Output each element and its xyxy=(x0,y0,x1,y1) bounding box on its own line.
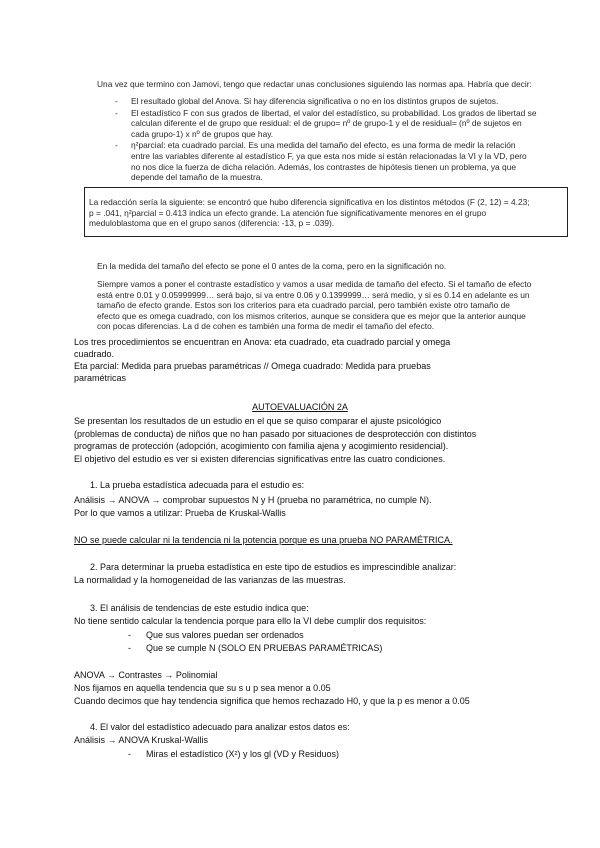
bullet-item: - El estadístico F con sus grados de libertad, el valor del estadístico, su probabilidad. Los grados de libertad se calculan diferente el de grupo que residual: el de grupo= nº de grupo-1 y el de residual= (nº de sujetos en cada grupo-1) x nº de grupos que hay. xyxy=(115,107,537,139)
question-1-title: 1. La prueba estadística adecuada para el estudio es: xyxy=(90,480,305,490)
bullet-item: - Que sus valores puedan ser ordenados xyxy=(128,630,304,640)
bullet-item: - El resultado global del Anova. Si hay diferencia significativa o no en los distintos grupos de sujetos. xyxy=(115,96,499,106)
bullet-item: - η²parcial: eta cuadrado parcial. Es una medida del tamaño del efecto, es una forma de medir la relación entre las variables diferente al estadístico F, ya que esta nos mide si están relacionadas la VI y la VD, pero no nos dice la fuerza de dicha relación. Además, los contrastes de hipótesis tienen un problema, ya que depende del tamaño de la muestra. xyxy=(115,140,527,183)
intro-bullet-list xyxy=(115,96,537,183)
section-heading: AUTOEVALUACIÓN 2A xyxy=(252,402,348,412)
question-3-extra: ANOVA → Contrastes → Polinomial Nos fijamos en aquella tendencia que su s u p sea menor a 0.05 Cuando decimos que hay tendencia significa que hemos rechazado H0, y que la p es menor a 0.05 xyxy=(74,670,470,706)
bullet-dash: - xyxy=(115,107,118,118)
bullet-dash: - xyxy=(128,630,131,640)
question-3-title: 3. El análisis de tendencias de este estudio indica que: xyxy=(90,603,309,613)
procedures-paragraph: Los tres procedimientos se encuentran en Anova: eta cuadrado, eta cuadrado parcial y omega cuadrado. Eta parcial: Medida para pruebas paramétricas // Omega cuadrado: Medida para pruebas paramétricas xyxy=(74,337,451,383)
question-1-answer: Análisis → ANOVA → comprobar supuestos N y H (prueba no paramétrica, no cumple N). Por lo que vamos a utilizar: Prueba de Kruskal-Wallis xyxy=(74,495,432,518)
presentation-paragraph: Se presentan los resultados de un estudio en el que se quiso comparar el ajuste psicológico (problemas de conducta) de niños que no han pasado por situaciones de desprotección con distintos programas de protección (adopción, acogimiento con familia ajena y acogimiento residencial). El objetivo del estudio es ver si existen diferencias significativas entre las cuatro condiciones. xyxy=(74,416,477,464)
effect-size-note: En la medida del tamaño del efecto se pone el 0 antes de la coma, pero en la significación no. xyxy=(97,261,447,271)
effect-size-paragraph: Siempre vamos a poner el contraste estadístico y vamos a usar medida de tamaño del efecto. Si el tamaño de efecto está entre 0.01 y 0.05999999… será bajo, si va entre 0.06 y 0.1399999… será medio, y si es 0.14 en adelante es un tamaño de efecto grande. Estos son los criterios para eta cuadrado parcial, pero también existe otro tamaño de efecto que es omega cuadrado, con los mismos criterios, aunque se considera que es mejor que la anterior aunque con pocas diferencias. La d de cohen es también una forma de medir el tamaño del efecto. xyxy=(97,279,532,332)
question-3-answer: No tiene sentido calcular la tendencia porque para ello la VI debe cumplir dos requisitos: xyxy=(74,616,427,626)
bullet-item: - Que se cumple N (SOLO EN PRUEBAS PARAMÉTRICAS) xyxy=(128,643,383,653)
bullet-dash: - xyxy=(128,749,131,759)
apa-example-box: La redacción sería la siguiente: se encontró que hubo diferencia significativa en los distintos métodos (F (2, 12) = 4.23; p = .041, η²parcial = 0.413 indica un efecto grande. La atención fue significativamente menores en el grupo meduloblastoma que en el grupo sanos (diferencia: -13, p = .039). xyxy=(84,187,568,237)
question-2-title: 2. Para determinar la prueba estadística en este tipo de estudios es imprescindible analizar: xyxy=(90,562,457,572)
question-3-bullets xyxy=(128,629,383,655)
question-4-bullet xyxy=(128,749,340,760)
intro-text: Una vez que termino con Jamovi, tengo que redactar unas conclusiones siguiendo las normas apa. Habría que decir: xyxy=(97,79,532,89)
question-1-note: NO se puede calcular ni la tendencia ni la potencia porque es una prueba NO PARAMÉTRICA. xyxy=(74,535,453,545)
bullet-dash: - xyxy=(128,643,131,653)
question-4-answer: Análisis → ANOVA Kruskal-Wallis xyxy=(74,735,209,745)
bullet-dash: - xyxy=(115,140,118,151)
bullet-dash: - xyxy=(115,96,118,106)
question-4-title: 4. El valor del estadístico adecuado para analizar estos datos es: xyxy=(90,722,350,732)
question-2-answer: La normalidad y la homogeneidad de las varianzas de las muestras. xyxy=(74,575,346,585)
bullet-item: - Miras el estadístico (X²) y los gl (VD y Residuos) xyxy=(128,749,340,759)
